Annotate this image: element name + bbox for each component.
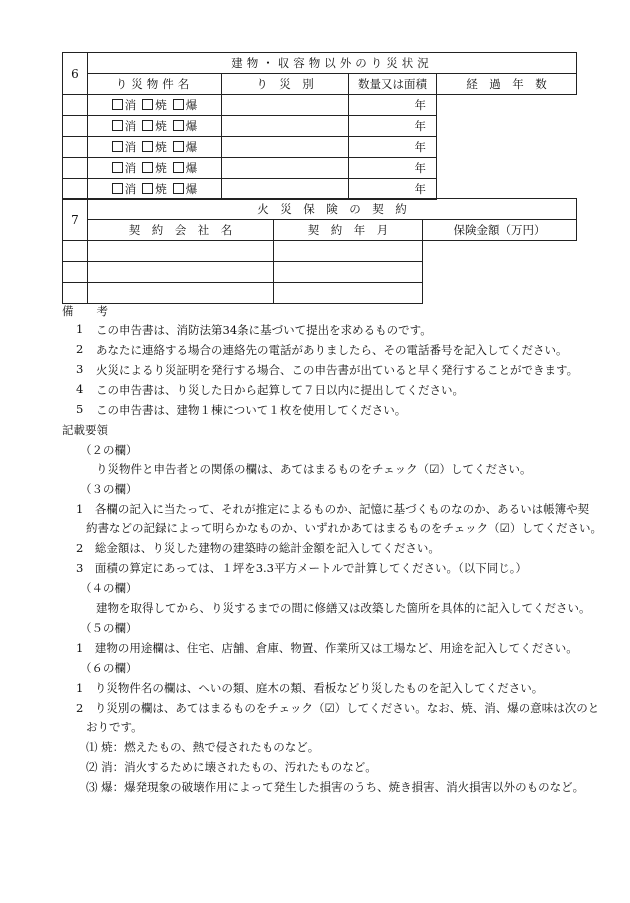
note-number: 5: [76, 402, 84, 416]
table-7-fire-insurance: [62, 198, 577, 304]
company-cell[interactable]: [63, 262, 88, 283]
header-company: 契 約 会 社 名: [88, 220, 274, 241]
option-label: 爆: [185, 98, 198, 112]
option-label: 焼: [155, 140, 167, 154]
extinguish-checkbox[interactable]: [112, 120, 123, 131]
quantity-cell[interactable]: [222, 179, 349, 200]
note-text: あなたに連絡する場合の連絡先の電話がありましたら、その電話番号を記入してください。: [96, 343, 568, 357]
explode-checkbox[interactable]: [173, 183, 184, 194]
section-5-heading: （５の欄）: [80, 621, 138, 635]
years-cell[interactable]: [349, 158, 437, 179]
table-row: [63, 95, 577, 116]
option-label: 消: [124, 182, 137, 196]
explode-checkbox[interactable]: [173, 141, 184, 152]
definition-extinguish: ⑵ 消：消火するために壊されたもの、汚れたものなど。: [86, 760, 377, 774]
section-number: 7: [63, 199, 88, 241]
table-row: [63, 179, 577, 200]
section-number: 6: [63, 53, 88, 95]
section-4-text: 建物を取得してから、り災するまでの間に修繕又は改築した箇所を具体的に記入してください。: [96, 601, 591, 615]
header-quantity: 数量又は面積: [349, 74, 437, 95]
note-text: 火災によるり災証明を発行する場合、この申告書が出ていると早く発行することができます。: [96, 363, 579, 377]
header-years: 経 過 年 数: [437, 74, 577, 95]
table-row: [63, 283, 577, 304]
quantity-cell[interactable]: [222, 137, 349, 158]
damage-type-cell: [88, 137, 222, 158]
section-6-heading: （６の欄）: [80, 661, 138, 675]
note-text: この申告書は、り災した日から起算して７日以内に提出してください。: [96, 383, 464, 397]
quantity-cell[interactable]: [222, 158, 349, 179]
table-row: [63, 262, 577, 283]
damage-type-cell: [88, 158, 222, 179]
years-cell[interactable]: [349, 95, 437, 116]
item-name-cell[interactable]: [63, 116, 88, 137]
note-number: 1: [76, 322, 84, 336]
contract-date-cell[interactable]: [88, 283, 274, 304]
amount-cell[interactable]: [274, 262, 423, 283]
explode-checkbox[interactable]: [173, 120, 184, 131]
quantity-cell[interactable]: [222, 116, 349, 137]
amount-cell[interactable]: [274, 283, 423, 304]
section-3-item-2: 2 総金額は、り災した建物の建築時の総計金額を記入してください。: [76, 541, 440, 555]
option-label: 爆: [185, 140, 198, 154]
extinguish-checkbox[interactable]: [112, 162, 123, 173]
section-5-item-1: 1 建物の用途欄は、住宅、店舗、倉庫、物置、作業所又は工場など、用途を記入してください。: [76, 641, 578, 655]
option-label: 消: [124, 161, 137, 175]
burn-checkbox[interactable]: [142, 183, 153, 194]
year-suffix: 年: [414, 98, 426, 112]
notes-heading: 備 考: [62, 304, 108, 318]
company-cell[interactable]: [63, 241, 88, 262]
option-label: 消: [124, 119, 137, 133]
years-cell[interactable]: [349, 137, 437, 158]
section-2-heading: （２の欄）: [80, 443, 138, 457]
item-name-cell[interactable]: [63, 179, 88, 200]
explode-checkbox[interactable]: [173, 162, 184, 173]
year-suffix: 年: [414, 119, 426, 133]
section-6-item-1: 1 り災物件名の欄は、へいの類、庭木の類、看板などり災したものを記入してください。: [76, 681, 544, 695]
table-6-other-damage: [62, 52, 577, 200]
damage-type-cell: [88, 116, 222, 137]
explode-checkbox[interactable]: [173, 99, 184, 110]
extinguish-checkbox[interactable]: [112, 141, 123, 152]
damage-type-cell: [88, 95, 222, 116]
note-number: 2: [76, 342, 84, 356]
contract-date-cell[interactable]: [88, 241, 274, 262]
extinguish-checkbox[interactable]: [112, 99, 123, 110]
item-name-cell[interactable]: [63, 137, 88, 158]
option-label: 消: [124, 140, 137, 154]
table-title: 火 災 保 険 の 契 約: [88, 199, 577, 220]
header-contract-date: 契 約 年 月: [274, 220, 423, 241]
year-suffix: 年: [414, 140, 426, 154]
option-label: 焼: [155, 161, 167, 175]
section-3-item-3: 3 面積の算定にあっては、１坪を3.3平方メートルで計算してください。（以下同じ。）: [76, 561, 527, 575]
years-cell[interactable]: [349, 116, 437, 137]
section-3-item-1a: 1 各欄の記入に当たって、それが推定によるものか、記憶に基づくものなのか、あるいは帳簿や契: [76, 502, 590, 516]
years-cell[interactable]: [349, 179, 437, 200]
option-label: 消: [124, 98, 137, 112]
note-text: この申告書は、建物１棟について１枚を使用してください。: [96, 403, 407, 417]
option-label: 爆: [185, 119, 198, 133]
option-label: 焼: [155, 182, 167, 196]
amount-cell[interactable]: [274, 241, 423, 262]
option-label: 爆: [185, 161, 198, 175]
table-row: [63, 116, 577, 137]
year-suffix: 年: [414, 182, 426, 196]
option-label: 焼: [155, 98, 167, 112]
definition-explosion: ⑶ 爆：爆発現象の破壊作用によって発生した損害のうち、焼き損害、消火損害以外のものなど。: [86, 780, 585, 794]
section-4-heading: （４の欄）: [80, 581, 138, 595]
item-name-cell[interactable]: [63, 95, 88, 116]
section-2-text: り災物件と申告者との関係の欄は、あてはまるものをチェック（☑）してください。: [96, 462, 532, 476]
item-name-cell[interactable]: [63, 158, 88, 179]
option-label: 焼: [155, 119, 167, 133]
table-title: 建物・収容物以外のり災状況: [88, 53, 577, 74]
contract-date-cell[interactable]: [88, 262, 274, 283]
table-row: [63, 241, 577, 262]
guide-heading: 記載要領: [62, 423, 108, 437]
note-text: この申告書は、消防法第34条に基づいて提出を求めるものです。: [96, 323, 432, 337]
company-cell[interactable]: [63, 283, 88, 304]
table-row: [63, 158, 577, 179]
year-suffix: 年: [414, 161, 426, 175]
quantity-cell[interactable]: [222, 95, 349, 116]
burn-checkbox[interactable]: [142, 141, 153, 152]
header-item-name: り災物件名: [88, 74, 222, 95]
option-label: 爆: [185, 182, 198, 196]
extinguish-checkbox[interactable]: [112, 183, 123, 194]
section-3-item-1b: 約書などの記録によって明らかなものか、いずれかあてはまるものをチェック（☑）してください。: [86, 521, 602, 535]
table-row: [63, 137, 577, 158]
note-number: 3: [76, 362, 84, 376]
burn-checkbox[interactable]: [142, 120, 153, 131]
section-3-heading: （３の欄）: [80, 482, 138, 496]
burn-checkbox[interactable]: [142, 99, 153, 110]
note-number: 4: [76, 382, 84, 396]
section-6-item-2a: 2 り災別の欄は、あてはまるものをチェック（☑）してください。なお、焼、消、爆の意味は次のと: [76, 701, 600, 715]
header-amount: 保険金額（万円）: [423, 220, 577, 241]
burn-checkbox[interactable]: [142, 162, 153, 173]
damage-type-cell: [88, 179, 222, 200]
header-damage-type: り 災 別: [222, 74, 349, 95]
definition-burn: ⑴ 焼：燃えたもの、熱で侵されたものなど。: [86, 740, 320, 754]
section-6-item-2b: おりです。: [86, 720, 143, 734]
